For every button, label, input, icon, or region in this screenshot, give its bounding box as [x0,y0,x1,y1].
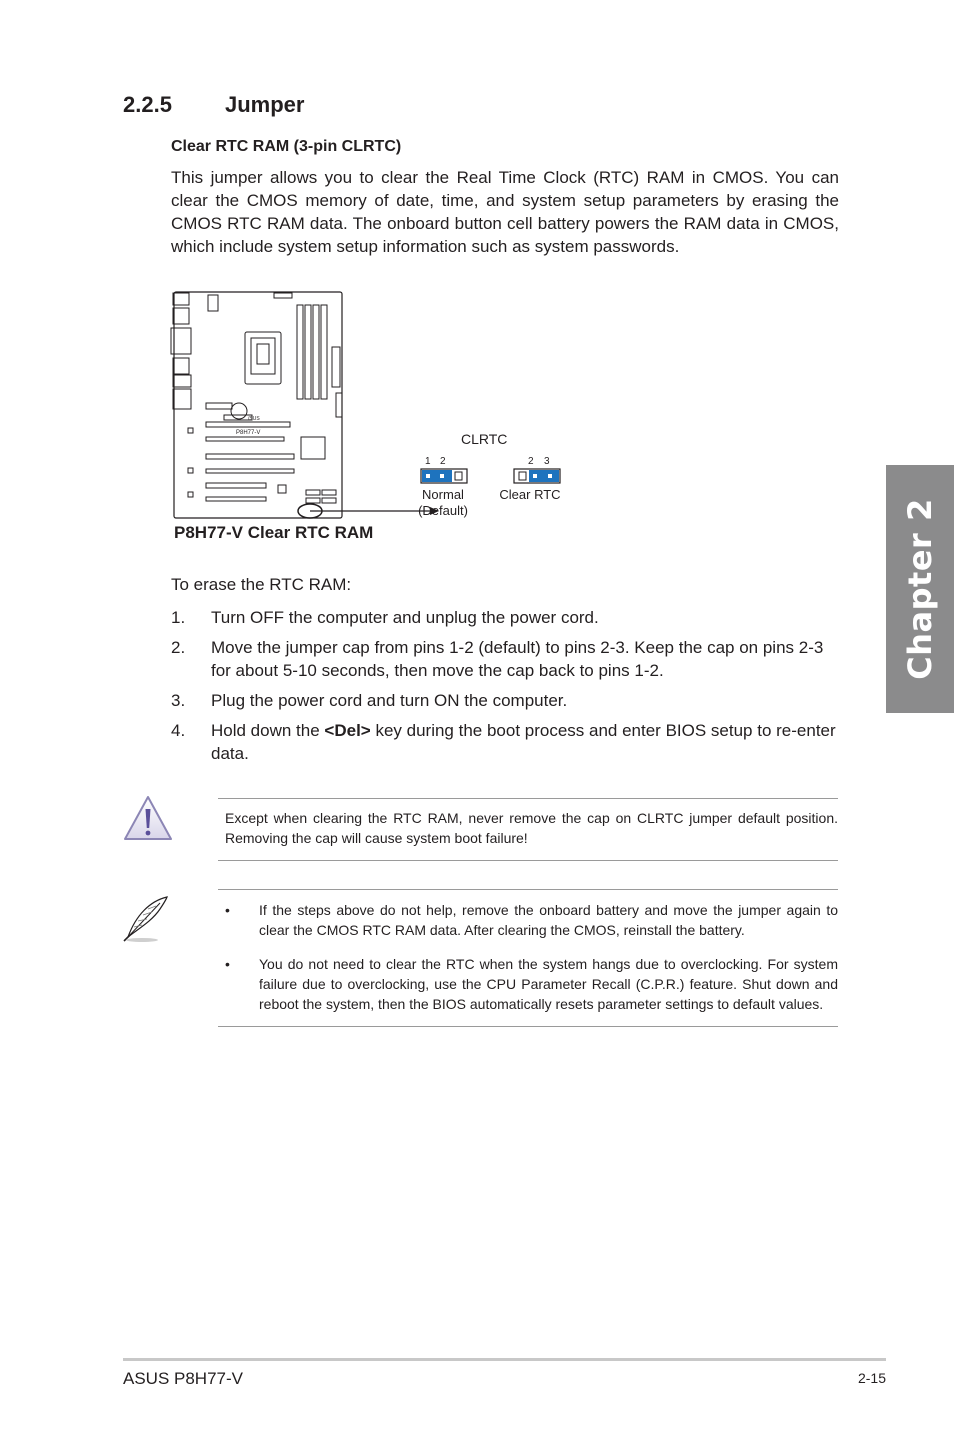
step-number: 1. [171,608,186,627]
footer-product: ASUS P8H77-V [123,1369,243,1388]
figure-caption: P8H77-V Clear RTC RAM [174,523,374,542]
step-4 [171,719,841,765]
step-text: Move the jumper cap from pins 1-2 (default) to pins 2-3. Keep the cap on pins 2-3 for about 5-10 seconds, then move the cap back to pins 1-2. [211,638,824,680]
del-key: <Del> [324,721,371,740]
step-number: 2. [171,638,186,657]
section-title: Jumper [225,92,305,117]
step-text-after: key during the boot process and enter BIOS setup to re-enter data. [211,721,836,763]
step-3 [171,689,841,712]
bullet: • [225,956,230,972]
intro-paragraph: This jumper allows you to clear the Real Time Clock (RTC) RAM in CMOS. You can clear the CMOS memory of date, time, and system setup parameters by erasing the CMOS RTC RAM data. The onboard button cell battery powers the RAM data in CMOS, which include system setup information such as system passwords. [171,168,839,256]
warning-triangle-icon [122,794,174,842]
step-number: 3. [171,691,186,710]
page-number: 2-15 [857,1370,886,1386]
clrtc-diagram [160,285,580,525]
clrtc-label: CLRTC [461,431,508,447]
motherboard-outline [171,292,342,518]
pin-2-label: 2 [440,456,446,467]
note-item-text: You do not need to clear the RTC when the system hangs due to overclocking. For system failure due to overclocking, use the CPU Parameter Recall (C.P.R.) feature. Shut down and reboot the system, then the BIOS automatically resets parameter settings to default values. [259,956,838,1012]
step-text: Plug the power cord and turn ON the computer. [211,691,568,710]
bullet: • [225,902,230,918]
asus-logo: /SUS [248,416,260,422]
jumper-normal [418,456,468,518]
subsection-title: Clear RTC RAM (3-pin CLRTC) [171,138,402,155]
note-box [218,889,838,1027]
clear-rtc-label: Clear RTC [499,487,561,502]
footer-divider [123,1358,886,1361]
warning-box [218,798,838,861]
erase-heading: To erase the RTC RAM: [171,575,352,594]
jumper-clear-rtc [499,456,560,502]
pin-3-label: 3 [544,456,550,467]
step-text [211,719,841,765]
default-label: (Default) [418,503,468,518]
chapter-tab-label: Chapter 2 [901,498,939,680]
step-1 [171,606,841,629]
note-item [218,900,838,940]
feather-pen-icon [120,893,172,945]
warning-text: Except when clearing the RTC RAM, never remove the cap on CLRTC jumper default position. Removing the cap will cause system boot failure! [225,810,838,846]
step-text-before: Hold down the [211,721,325,740]
note-item-text: If the steps above do not help, remove the onboard battery and move the jumper again to clear the CMOS RTC RAM data. After clearing the CMOS, reinstall the battery. [259,902,838,938]
note-item [218,954,838,1014]
note-list [218,890,838,1026]
step-2 [171,636,841,682]
board-model-label: P8H77-V [236,430,261,436]
normal-label: Normal [422,487,464,502]
step-number: 4. [171,721,186,740]
pin-1-label: 1 [425,456,431,467]
section-heading [123,92,304,118]
step-text: Turn OFF the computer and unplug the power cord. [211,608,599,627]
section-number: 2.2.5 [123,92,172,117]
pin-2b-label: 2 [528,456,534,467]
chapter-tab [886,465,954,713]
